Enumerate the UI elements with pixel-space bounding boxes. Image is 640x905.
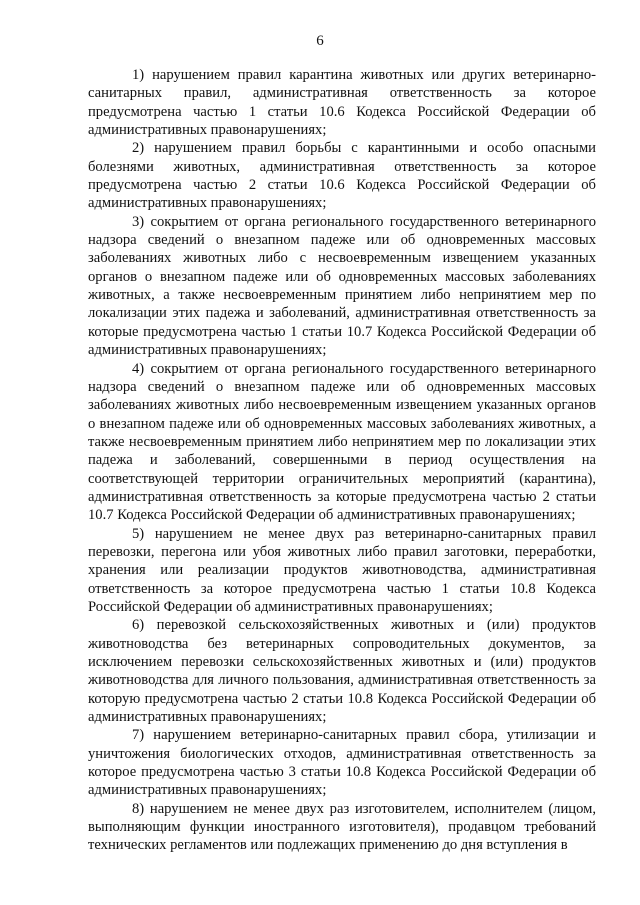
document-body <box>88 66 596 855</box>
list-item-5: 5) нарушением не менее двух раз ветеринарно-санитарных правил перевозки, перегона или убоя животных либо правил заготовки, переработки, хранения или реализации продуктов животноводства, административная ответственность за которое предусмотрена частью 1 статьи 10.8 Кодекса Российской Федерации об административных правонарушениях; <box>88 525 596 615</box>
list-item-4: 4) сокрытием от органа регионального государственного ветеринарного надзора сведений о внезапном падеже или об одновременных массовых заболеваниях животных либо несвоевременным извещением указанных органов о внезапном падеже или об одновременных массовых заболеваниях животных, а также несвоевременным принятием либо непринятием мер по локализации этих падежа и заболеваний, совершенными в период осуществления на соответствующей территории ограничительных мероприятий (карантина), административная ответственность за которые предусмотрена частью 2 статьи 10.7 Кодекса Российской Федерации об административных правонарушениях; <box>88 360 596 524</box>
list-item-8: 8) нарушением не менее двух раз изготовителем, исполнителем (лицом, выполняющим функции иностранного изготовителя), продавцом требований технических регламентов или подлежащих применению до дня вступления в <box>88 800 596 854</box>
list-item-6: 6) перевозкой сельскохозяйственных животных и (или) продуктов животноводства без ветеринарных сопроводительных документов, за исключением перевозки сельскохозяйственных животных и (или) продуктов животноводства для личного пользования, административная ответственность за которую предусмотрена частью 2 статьи 10.8 Кодекса Российской Федерации об административных правонарушениях; <box>88 617 596 726</box>
list-item-1: 1) нарушением правил карантина животных или других ветеринарно-санитарных правил, административная ответственность за которое предусмотрена частью 1 статьи 10.6 Кодекса Российской Федерации об административных правонарушениях; <box>88 67 596 139</box>
list-item-2: 2) нарушением правил борьбы с карантинными и особо опасными болезнями животных, административная ответственность за которое предусмотрена частью 2 статьи 10.6 Кодекса Российской Федерации об административных правонарушениях; <box>88 140 596 212</box>
list-item-7: 7) нарушением ветеринарно-санитарных правил сбора, утилизации и уничтожения биологических отходов, административная ответственность за которое предусмотрена частью 3 статьи 10.8 Кодекса Российской Федерации об административных правонарушениях; <box>88 727 596 799</box>
list-item-3: 3) сокрытием от органа регионального государственного ветеринарного надзора сведений о внезапном падеже или об одновременных массовых заболеваниях животных либо с несвоевременным извещением указанных органов о внезапном падеже или об одновременных массовых заболеваниях животных, а также несвоевременным принятием либо непринятием мер по локализации этих падежа и заболеваний, административная ответственность за которые предусмотрена частью 1 статьи 10.7 Кодекса Российской Федерации об административных правонарушениях; <box>88 213 596 359</box>
page-number: 6 <box>316 33 324 49</box>
